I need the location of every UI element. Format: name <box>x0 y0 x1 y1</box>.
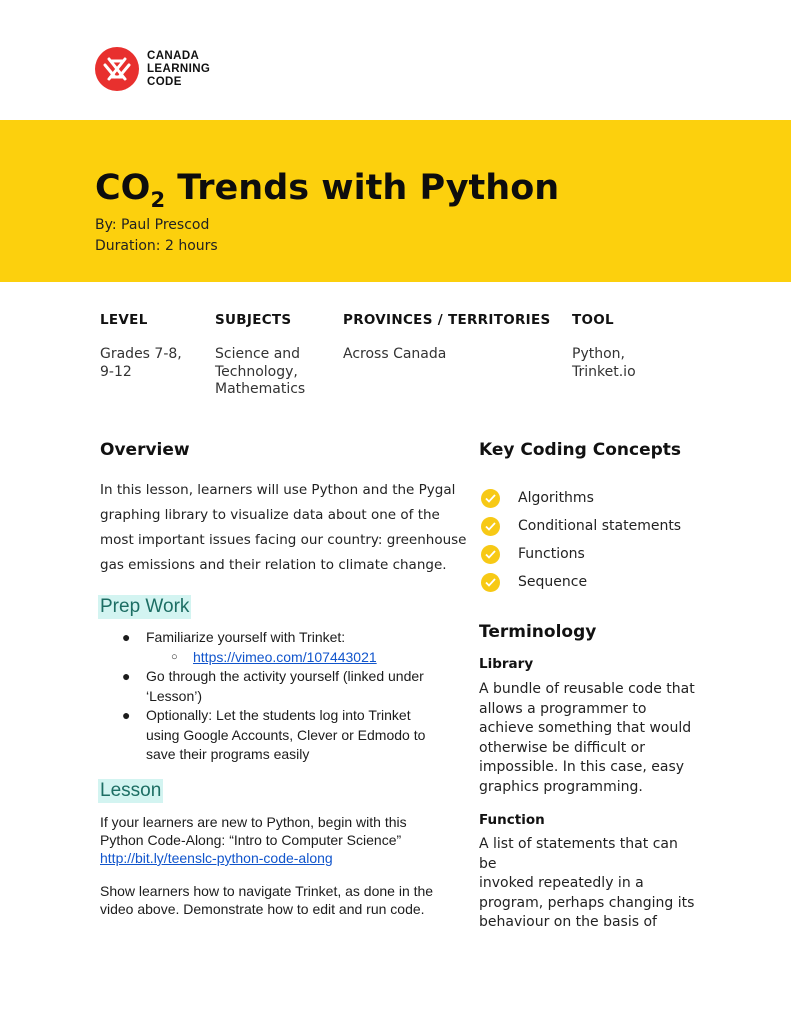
list-item: ● Optionally: Let the students log into Trinket using Google Accounts, Clever or Edmodo to save their programs easily <box>122 707 426 762</box>
key-concepts-list <box>481 484 741 596</box>
page-title: $CO_2$ Trends with Python <box>95 168 560 212</box>
lesson-paragraph-1: If your learners are new to Python, begin with this Python Code-Along: “Intro to Computer Science” http://bit.ly/teenslc-python-code-along <box>100 814 407 866</box>
duration: Duration: 2 hours <box>95 238 218 254</box>
check-icon <box>481 545 500 564</box>
prep-work-heading: Prep Work <box>100 596 190 617</box>
meta-tool: TOOL Python, Trinket.io <box>572 312 636 380</box>
list-item: Algorithms <box>481 484 741 512</box>
logo-mark-icon <box>95 47 139 91</box>
list-item: Conditional statements <box>481 512 741 540</box>
code-along-link[interactable]: http://bit.ly/teenslc-python-code-along <box>100 850 333 866</box>
list-item: Functions <box>481 540 741 568</box>
bullet-icon: ● <box>122 668 131 684</box>
trinket-video-link[interactable]: https://vimeo.com/107443021 <box>193 648 377 665</box>
canada-learning-code-logo <box>95 47 210 91</box>
author: By: Paul Prescod <box>95 217 210 233</box>
overview-heading: Overview <box>100 440 190 460</box>
list-item: ● Go through the activity yourself (linked under ‘Lesson’) <box>122 668 424 704</box>
list-item: ● Familiarize yourself with Trinket: <box>100 628 460 648</box>
term-function: Function <box>479 812 545 828</box>
bullet-icon: ● <box>122 707 131 723</box>
meta-provinces: PROVINCES / TERRITORIES Across Canada <box>343 312 551 362</box>
overview-text: In this lesson, learners will use Python and the Pygal graphing library to visualize data about one of the most important issues facing our country: greenhouse gas emissions and their relation to climate change. <box>100 482 467 573</box>
circle-bullet-icon: ○ <box>171 650 178 663</box>
bullet-icon: ● <box>122 629 131 645</box>
check-icon <box>481 489 500 508</box>
logo-text: CANADA LEARNING CODE <box>147 49 211 88</box>
list-item <box>100 648 460 668</box>
prep-work-list <box>100 628 460 765</box>
list-item: Sequence <box>481 568 741 596</box>
term-library: Library <box>479 656 534 672</box>
title-banner <box>0 120 791 282</box>
byline <box>95 215 218 257</box>
meta-level: LEVEL Grades 7-8, 9-12 <box>100 312 182 380</box>
term-function-definition: A list of statements that can be invoked repeatedly in a program, perhaps changing its behaviour on the basis of <box>479 836 695 930</box>
meta-subjects: SUBJECTS Science and Technology, Mathematics <box>215 312 306 397</box>
lesson-paragraph-2: Show learners how to navigate Trinket, as done in the video above. Demonstrate how to edit and run code. <box>100 883 434 917</box>
terminology-heading: Terminology <box>479 622 597 642</box>
term-library-definition: A bundle of reusable code that allows a programmer to achieve something that would otherwise be difficult or impossible. In this case, easy graphics programming. <box>479 681 695 795</box>
check-icon <box>481 517 500 536</box>
key-concepts-heading: Key Coding Concepts <box>479 440 682 460</box>
lesson-heading: Lesson <box>100 780 162 801</box>
check-icon <box>481 573 500 592</box>
